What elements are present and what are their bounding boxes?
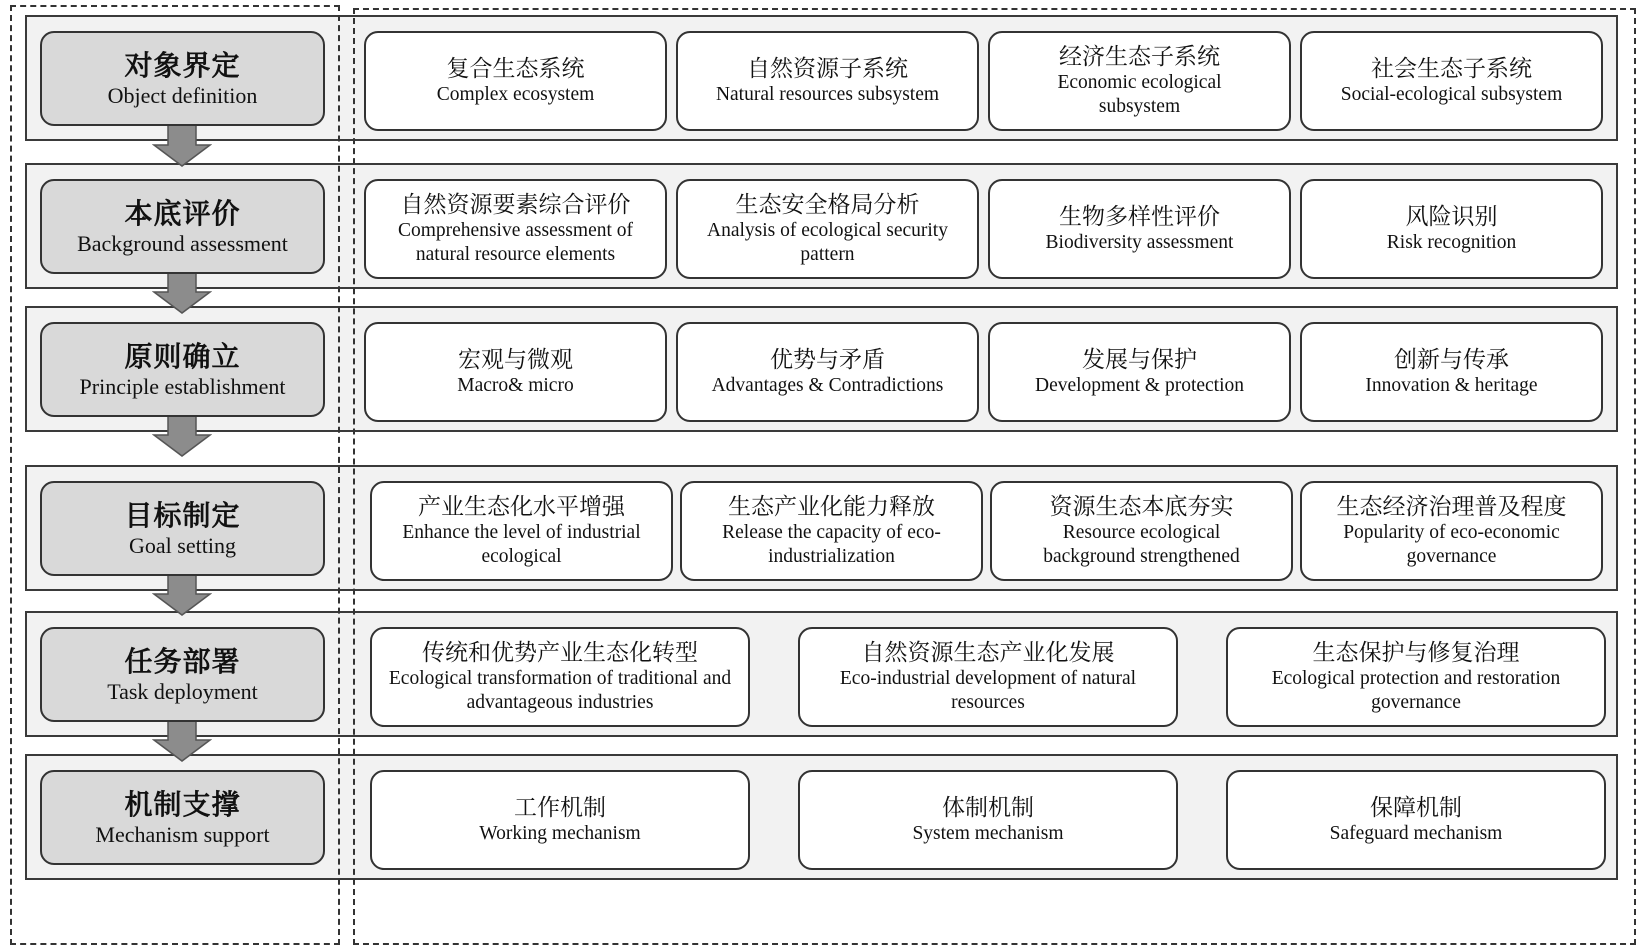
down-arrow-icon [152,574,212,616]
card-title-en: Comprehensive assessment of natural resource elements [397,220,634,265]
stage-title-zh: 目标制定 [124,498,241,532]
card-title-zh: 创新与传承 [1394,347,1509,373]
down-arrow-icon [152,272,212,314]
stage-title-en: Background assessment [77,230,288,256]
card-complex-ecosystem [364,31,667,131]
card-title-zh: 保障机制 [1370,795,1462,821]
card-title-zh: 发展与保护 [1082,347,1197,373]
card-title-zh: 生态安全格局分析 [735,192,920,218]
card-working-mechanism [370,770,750,870]
stage-title-zh: 对象界定 [124,48,241,82]
card-title-zh: 自然资源生态产业化发展 [861,640,1115,666]
card-title-en: Innovation & heritage [1365,375,1538,396]
card-ecological-transformation [370,627,750,727]
card-ecological-security-pattern [676,179,979,279]
card-risk-recognition [1300,179,1603,279]
card-title-zh: 体制机制 [942,795,1034,821]
card-title-zh: 优势与矛盾 [770,347,885,373]
card-title-en: Biodiversity assessment [1045,232,1234,253]
card-ecological-protection-restoration [1226,627,1606,727]
card-title-en: Popularity of eco-economic governance [1343,522,1560,567]
card-title-en: System mechanism [912,823,1064,844]
card-title-en: Release the capacity of eco-industrialization [722,522,941,567]
card-title-en: Economic ecological subsystem [1057,72,1222,117]
down-arrow-icon [152,125,212,167]
card-title-en: Development & protection [1034,375,1245,396]
card-title-en: Natural resources subsystem [715,84,940,105]
stage-background-assessment [40,179,325,274]
stage-title-zh: 任务部署 [124,644,241,678]
stage-mechanism-support [40,770,325,865]
card-title-zh: 经济生态子系统 [1059,44,1220,70]
card-title-en: Enhance the level of industrial ecological [402,522,641,567]
card-title-en: Ecological protection and restoration governance [1271,668,1561,713]
card-title-zh: 社会生态子系统 [1371,56,1532,82]
card-title-zh: 生物多样性评价 [1059,204,1220,230]
card-innovation-heritage [1300,322,1603,422]
card-title-en: Eco-industrial development of natural resources [839,668,1137,713]
stage-title-en: Object definition [107,82,258,108]
stage-title-en: Goal setting [129,532,236,558]
card-title-en: Working mechanism [479,823,641,844]
card-title-zh: 风险识别 [1405,204,1498,230]
stage-title-zh: 机制支撑 [124,787,241,821]
card-safeguard-mechanism [1226,770,1606,870]
card-title-en: Macro& micro [457,375,574,396]
card-title-zh: 自然资源子系统 [747,56,908,82]
card-title-zh: 生态经济治理普及程度 [1336,494,1567,520]
card-title-en: Safeguard mechanism [1329,823,1503,844]
card-title-zh: 工作机制 [514,795,606,821]
card-title-zh: 宏观与微观 [458,347,573,373]
card-economic-ecological-subsystem [988,31,1291,131]
card-title-en: Analysis of ecological security pattern [707,220,948,265]
card-title-en: Resource ecological background strengthened [1043,522,1240,567]
stage-title-zh: 本底评价 [124,196,241,230]
stage-title-en: Mechanism support [95,821,270,847]
down-arrow-icon [152,415,212,457]
card-title-zh: 复合生态系统 [446,56,585,82]
card-title-zh: 产业生态化水平增强 [418,494,625,520]
card-title-zh: 自然资源要素综合评价 [400,192,631,218]
card-system-mechanism [798,770,1178,870]
card-title-en: Complex ecosystem [436,84,595,105]
card-eco-industrial-development [798,627,1178,727]
stage-principle-establishment [40,322,325,417]
card-development-protection [988,322,1291,422]
card-title-en: Risk recognition [1386,232,1517,253]
card-title-en: Ecological transformation of traditional and advantageous industries [388,668,732,713]
stage-task-deployment [40,627,325,722]
card-advantages-contradictions [676,322,979,422]
card-title-en: Social-ecological subsystem [1340,84,1563,105]
stage-goal-setting [40,481,325,576]
card-natural-resource-assessment [364,179,667,279]
stage-title-en: Task deployment [107,678,258,704]
card-resource-ecological-background [990,481,1293,581]
card-biodiversity-assessment [988,179,1291,279]
card-title-zh: 传统和优势产业生态化转型 [422,640,698,666]
down-arrow-icon [152,720,212,762]
stage-title-en: Principle establishment [79,373,286,399]
card-social-ecological-subsystem [1300,31,1603,131]
card-title-zh: 生态产业化能力释放 [728,494,935,520]
stage-object-definition [40,31,325,126]
card-macro-micro [364,322,667,422]
card-industrial-ecological-level [370,481,673,581]
card-title-zh: 生态保护与修复治理 [1312,640,1520,666]
card-eco-industrialization-capacity [680,481,983,581]
card-title-zh: 资源生态本底夯实 [1049,494,1234,520]
card-title-en: Advantages & Contradictions [711,375,944,396]
card-eco-economic-governance [1300,481,1603,581]
stage-title-zh: 原则确立 [124,339,241,373]
card-natural-resources-subsystem [676,31,979,131]
